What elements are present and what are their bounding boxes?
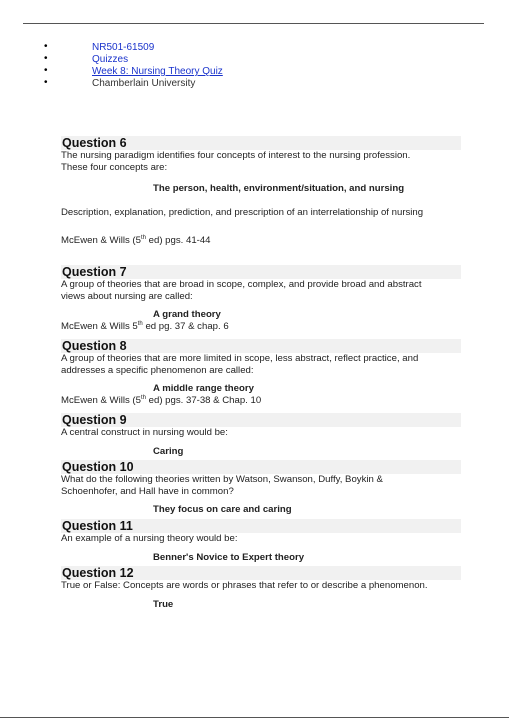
question-text: Schoenhofer, and Hall have in common?	[61, 486, 234, 497]
question-text: These four concepts are:	[61, 162, 168, 173]
bullet-icon: •	[44, 41, 48, 52]
question-text: The nursing paradigm identifies four concepts of interest to the nursing profession.	[61, 150, 411, 161]
question-title: Question 10	[61, 460, 461, 474]
answer: Benner's Novice to Expert theory	[153, 552, 305, 563]
quiz-content	[61, 136, 461, 611]
answer: True	[153, 599, 174, 610]
answer: A middle range theory	[153, 383, 254, 394]
question-7	[61, 265, 461, 333]
question-text: True or False: Concepts are words or phrases that refer to or describe a phenomenon.	[61, 580, 428, 591]
breadcrumb-item-university	[44, 78, 223, 90]
question-text: A group of theories that are broad in scope, complex, and provide broad and abstract	[61, 279, 422, 290]
question-title: Question 8	[61, 339, 461, 353]
breadcrumb-item-quizzes[interactable]	[44, 54, 223, 66]
breadcrumb-item-course[interactable]	[44, 42, 223, 54]
question-9	[61, 413, 461, 458]
question-title: Question 11	[61, 519, 461, 533]
quiz-link[interactable]: Week 8: Nursing Theory Quiz	[92, 66, 223, 77]
reference: McEwen & Wills (5th ed) pgs. 37-38 & Chap. 10	[61, 394, 262, 406]
bullet-icon: •	[44, 77, 48, 88]
bullet-icon: •	[44, 53, 48, 64]
question-10	[61, 460, 461, 516]
answer: Caring	[153, 446, 184, 457]
question-text: A group of theories that are more limited in scope, less abstract, reflect practice, and	[61, 353, 419, 364]
question-text: What do the following theories written by Watson, Swanson, Duffy, Boykin &	[61, 474, 383, 485]
answer: They focus on care and caring	[153, 504, 292, 515]
bottom-divider	[0, 717, 509, 718]
question-text: addresses a specific phenomenon are called:	[61, 365, 254, 376]
question-12	[61, 566, 461, 611]
breadcrumb	[44, 42, 223, 90]
question-title: Question 7	[61, 265, 461, 279]
top-divider	[23, 23, 484, 24]
question-text: views about nursing are called:	[61, 291, 193, 302]
question-11	[61, 519, 461, 564]
question-text: An example of a nursing theory would be:	[61, 533, 238, 544]
question-title: Question 9	[61, 413, 461, 427]
bullet-icon: •	[44, 65, 48, 76]
reference: McEwen & Wills 5th ed pg. 37 & chap. 6	[61, 320, 229, 332]
question-8	[61, 339, 461, 407]
course-link[interactable]: NR501-61509	[92, 42, 155, 53]
question-title: Question 6	[61, 136, 461, 150]
answer-note: Description, explanation, prediction, and prescription of an interrelationship of nursing	[61, 207, 424, 218]
university-label: Chamberlain University	[92, 78, 196, 89]
reference: McEwen & Wills (5th ed) pgs. 41-44	[61, 234, 211, 246]
question-title: Question 12	[61, 566, 461, 580]
answer: The person, health, environment/situation, and nursing	[153, 183, 405, 194]
answer: A grand theory	[153, 309, 221, 320]
question-6	[61, 136, 461, 247]
breadcrumb-item-quiz[interactable]	[44, 66, 223, 78]
quizzes-link[interactable]: Quizzes	[92, 54, 129, 65]
question-text: A central construct in nursing would be:	[61, 427, 228, 438]
